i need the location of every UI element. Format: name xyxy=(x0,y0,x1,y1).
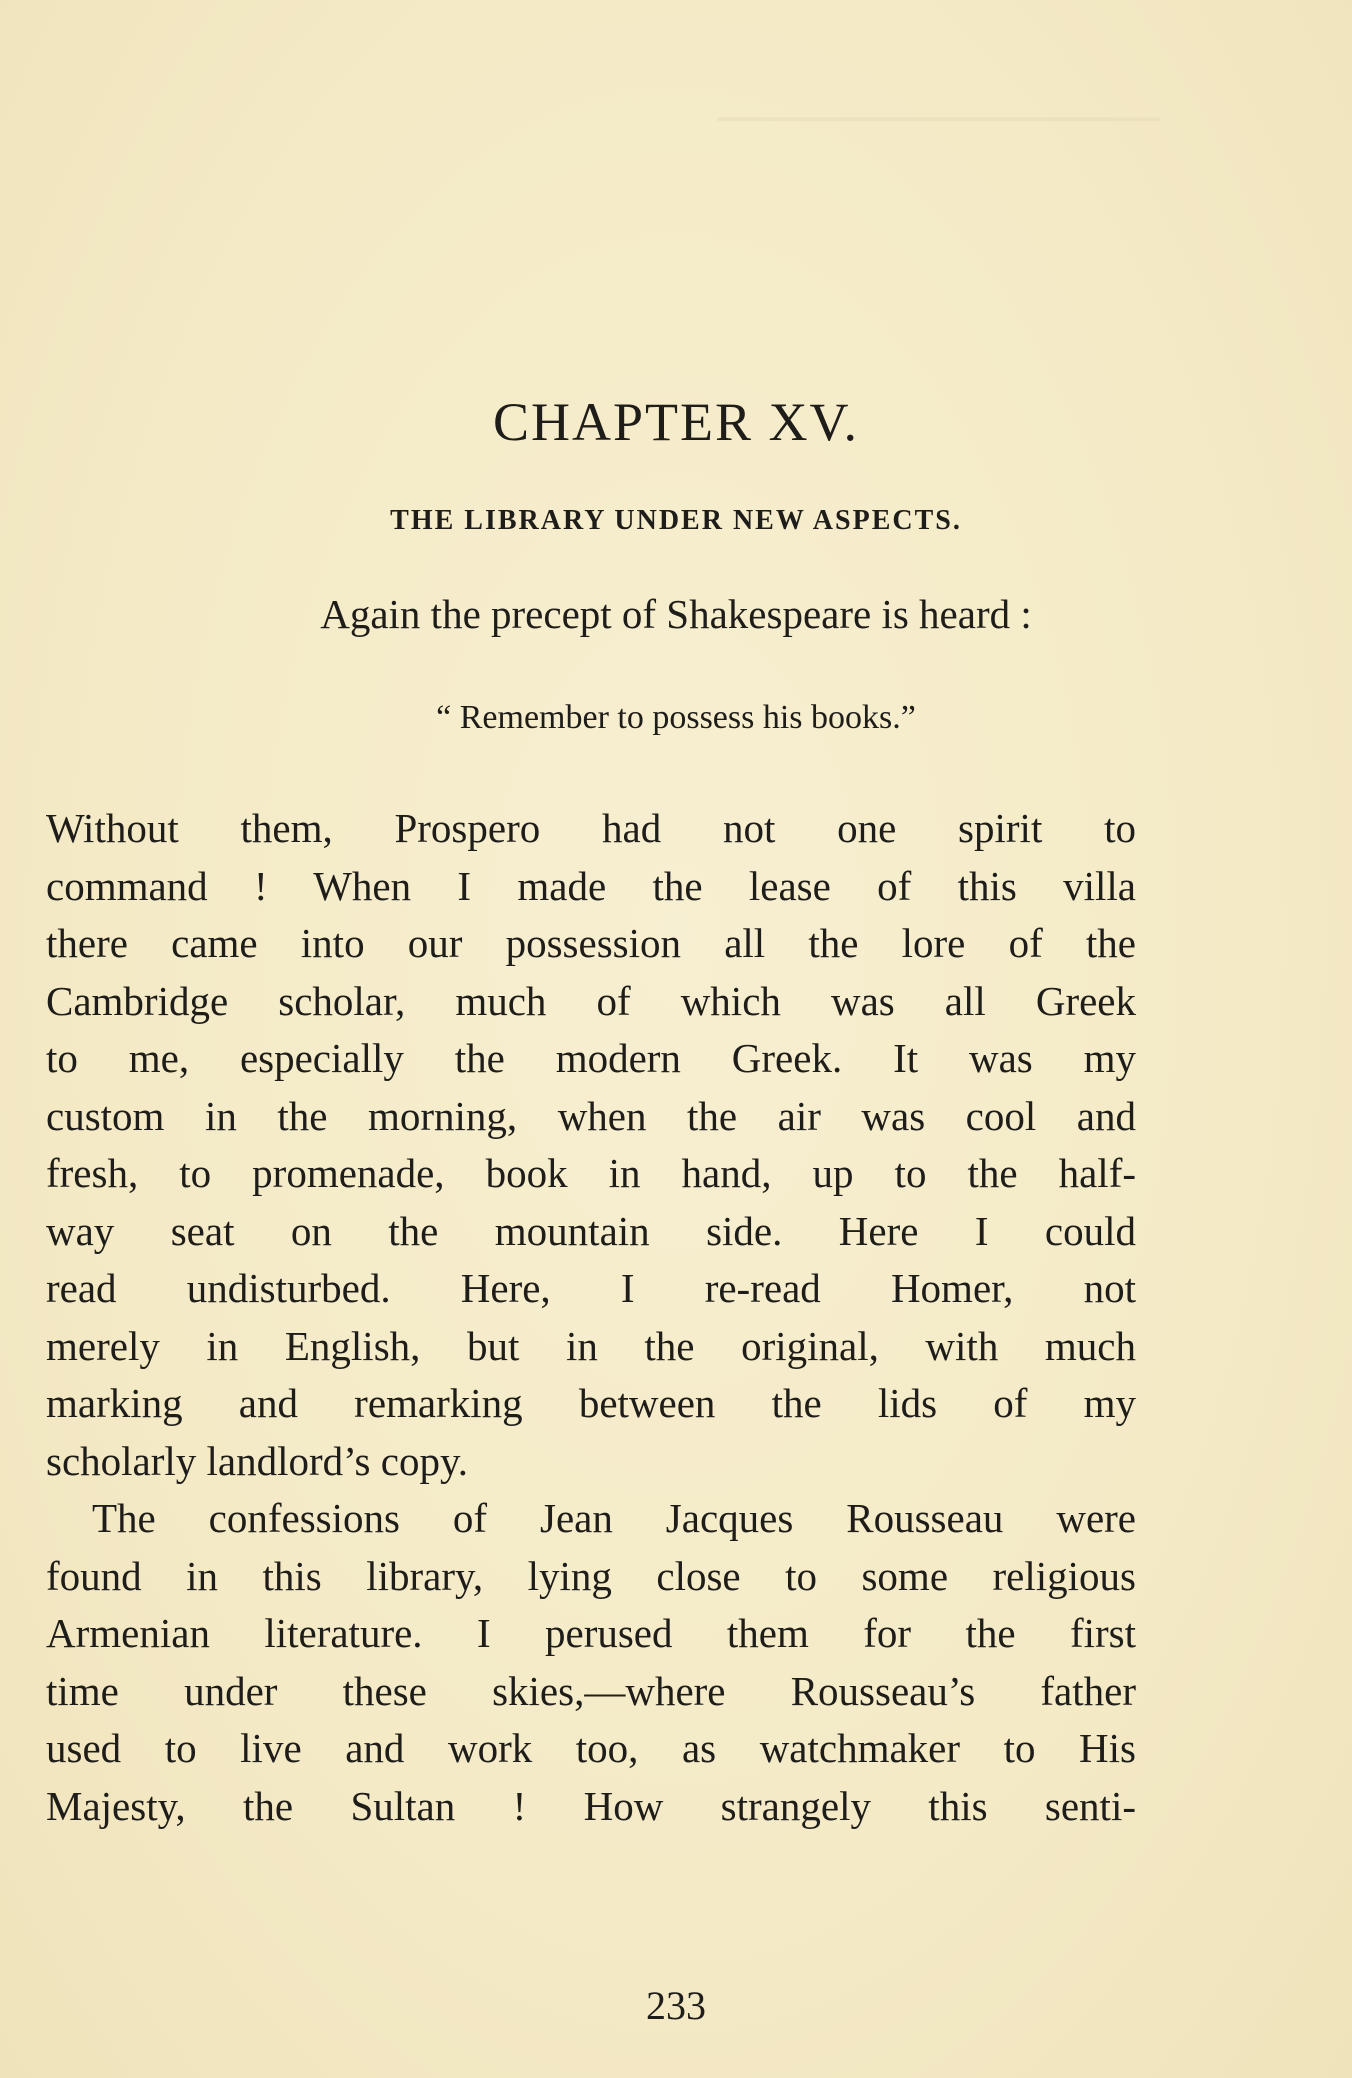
epigraph-quote: “ Remember to possess his books.” xyxy=(436,699,916,736)
text-line: there came into our possession all the lore of the xyxy=(46,920,1136,966)
text-line: merely in English, but in the original, with much xyxy=(46,1322,1136,1369)
page-number: 233 xyxy=(646,1983,706,2028)
text-line: Armenian literature. I perused them for the first xyxy=(46,1610,1136,1656)
text-line: used to live and work too, as watchmaker to His xyxy=(46,1725,1136,1771)
text-line: Majesty, the Sultan ! How strangely this senti- xyxy=(46,1782,1136,1829)
text-line: marking and remarking between the lids of my xyxy=(46,1380,1136,1426)
text-line: command ! When I made the lease of this villa xyxy=(46,862,1136,909)
text-line: fresh, to promenade, book in hand, up to the half- xyxy=(46,1150,1136,1196)
chapter-subtitle: THE LIBRARY UNDER NEW ASPECTS. xyxy=(390,505,962,536)
paragraph-2 xyxy=(46,1490,1136,1835)
text-line: Cambridge scholar, much of which was all Greek xyxy=(46,977,1136,1024)
intro-line: Again the precept of Shakespeare is heard : xyxy=(320,591,1032,637)
bleed-through-text: ──────────── xyxy=(717,90,1160,147)
body-text xyxy=(46,800,1136,1835)
text-line: custom in the morning, when the air was cool and xyxy=(46,1092,1136,1139)
chapter-title: CHAPTER XV. xyxy=(492,392,860,452)
text-line: to me, especially the modern Greek. It was my xyxy=(46,1035,1136,1081)
text-line: way seat on the mountain side. Here I could xyxy=(46,1207,1136,1254)
text-line: scholarly landlord’s copy. xyxy=(46,1437,469,1484)
text-line: Without them, Prospero had not one spirit to xyxy=(46,805,1136,851)
text-line: time under these skies,—where Rousseau’s father xyxy=(46,1667,1136,1714)
text-line: found in this library, lying close to some religious xyxy=(46,1552,1136,1599)
text-line: The confessions of Jean Jacques Rousseau were xyxy=(92,1495,1136,1541)
paragraph-1 xyxy=(46,800,1136,1490)
text-line: read undisturbed. Here, I re-read Homer, not xyxy=(46,1265,1136,1311)
